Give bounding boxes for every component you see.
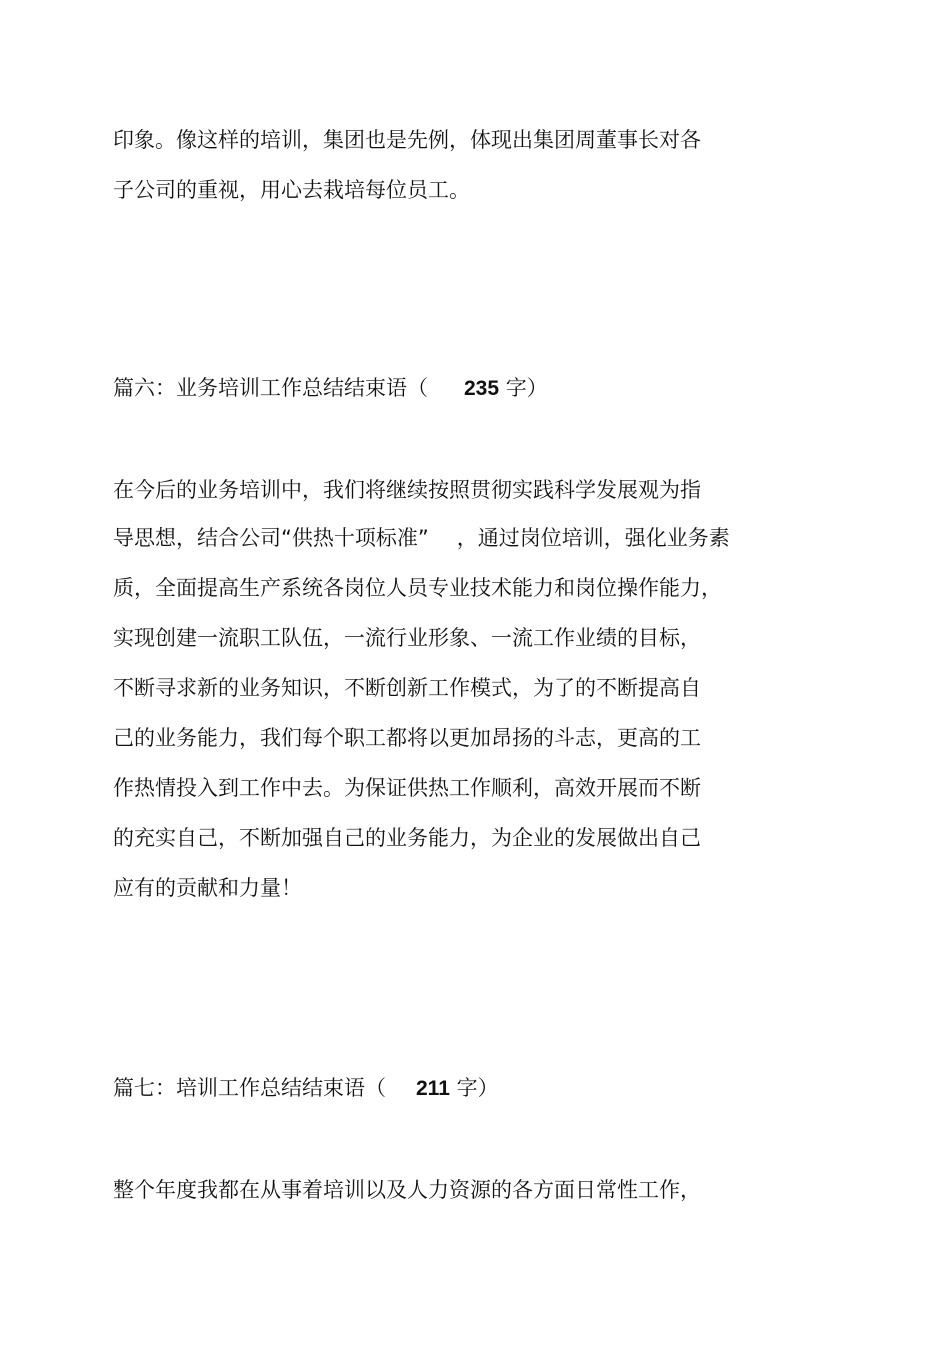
paragraph-line: 质，全面提高生产系统各岗位人员专业技术能力和岗位操作能力， bbox=[113, 576, 722, 600]
paragraph-line bbox=[113, 524, 730, 552]
heading-prefix: 篇七：培训工作总结结束语（ bbox=[113, 1076, 386, 1100]
heading-prefix: 篇六：业务培训工作总结结束语（ bbox=[113, 376, 428, 400]
paragraph-line: 实现创建一流职工队伍，一流行业形象、一流工作业绩的目标， bbox=[113, 626, 701, 650]
paragraph-line: 的充实自己，不断加强自己的业务能力，为企业的发展做出自己 bbox=[113, 826, 701, 850]
paragraph-line: 应有的贡献和力量！ bbox=[113, 876, 302, 900]
heading-suffix: 字） bbox=[505, 376, 548, 400]
section-six-heading bbox=[113, 374, 548, 403]
paragraph-line: 整个年度我都在从事着培训以及人力资源的各方面日常性工作， bbox=[113, 1178, 701, 1202]
section-seven-heading bbox=[113, 1074, 499, 1103]
word-count: 211 bbox=[416, 1077, 450, 1100]
heading-suffix: 字） bbox=[456, 1076, 499, 1100]
paragraph-line: 子公司的重视，用心去栽培每位员工。 bbox=[113, 178, 470, 202]
paragraph-line: 作热情投入到工作中去。为保证供热工作顺利，高效开展而不断 bbox=[113, 776, 701, 800]
line-part: ，通过岗位培训，强化业务素 bbox=[456, 526, 730, 550]
line-part: 导思想，结合公司“供热十项标准” bbox=[113, 526, 429, 550]
word-count: 235 bbox=[464, 377, 500, 400]
paragraph-line: 在今后的业务培训中，我们将继续按照贯彻实践科学发展观为指 bbox=[113, 478, 701, 502]
paragraph-line: 印象。像这样的培训，集团也是先例，体现出集团周董事长对各 bbox=[113, 128, 701, 152]
paragraph-line: 己的业务能力，我们每个职工都将以更加昂扬的斗志，更高的工 bbox=[113, 726, 701, 750]
paragraph-line: 不断寻求新的业务知识，不断创新工作模式，为了的不断提高自 bbox=[113, 676, 701, 700]
